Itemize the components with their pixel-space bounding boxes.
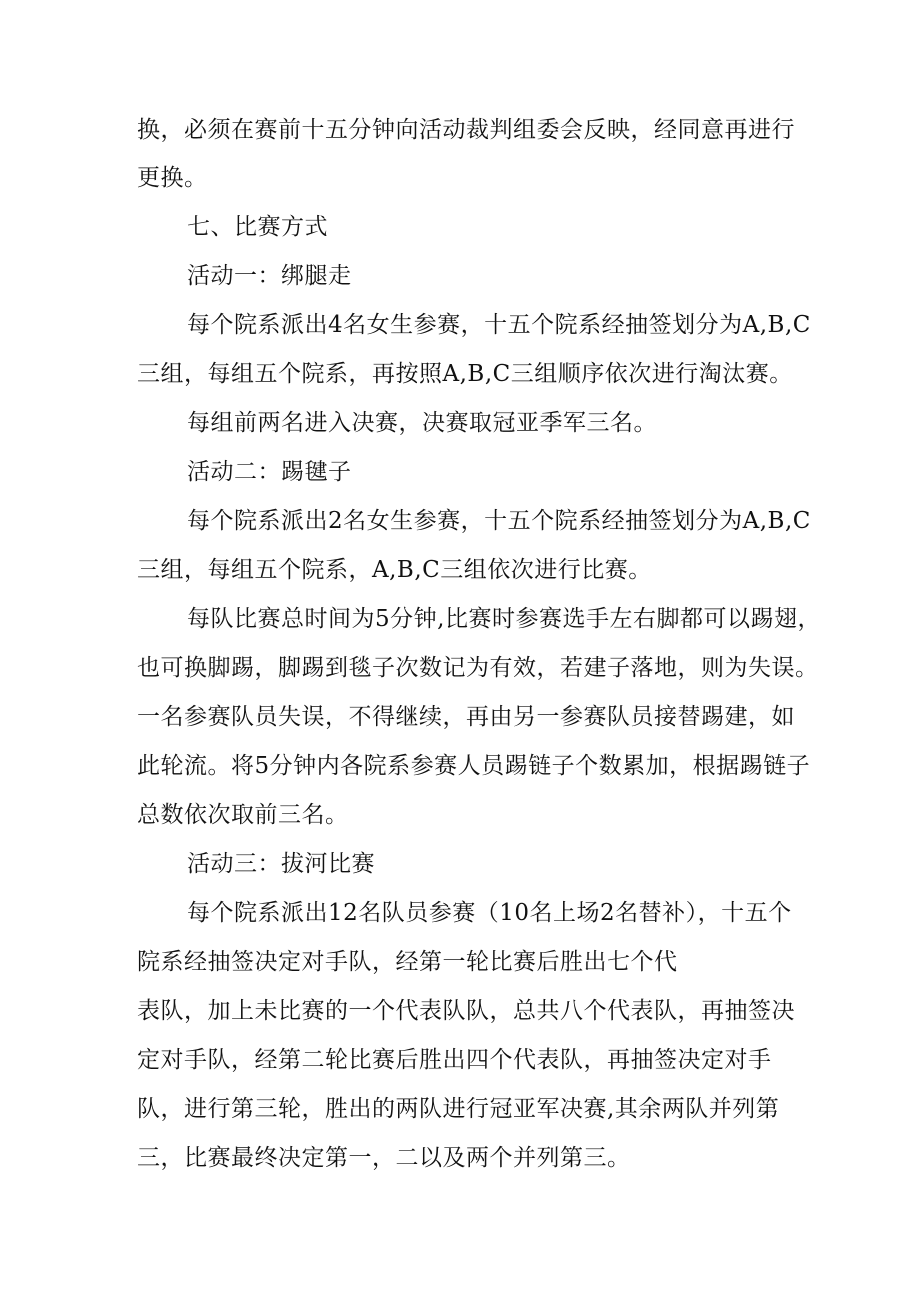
paragraph-line: 每个院系派出12名队员参赛（10名上场2名替补），十五个: [187, 900, 792, 926]
paragraph-line: 每组前两名进入决赛，决赛取冠亚季军三名。: [187, 410, 657, 436]
paragraph-line: 每个院系派出4名女生参赛，十五个院系经抽签划分为A,B,C: [187, 312, 811, 338]
paragraph-line: 总数依次取前三名。: [137, 802, 349, 828]
paragraph-line: 每队比赛总时间为5分钟,比赛时参赛选手左右脚都可以踢翅，: [187, 606, 821, 632]
paragraph-line: 每个院系派出2名女生参赛，十五个院系经抽签划分为A,B,C: [187, 508, 811, 534]
activity-heading: 活动三：拔河比赛: [187, 851, 375, 877]
paragraph-line: 三，比赛最终决定第一，二以及两个并列第三。: [137, 1145, 631, 1171]
paragraph-line: 一名参赛队员失误，不得继续，再由另一参赛队员接替踢建，如: [137, 704, 795, 730]
activity-heading: 活动一：绑腿走: [187, 263, 352, 289]
section-heading: 七、比赛方式: [187, 214, 328, 240]
paragraph-line: 更换。: [137, 165, 208, 191]
paragraph-line: 定对手队，经第二轮比赛后胜出四个代表队，再抽签决定对手: [137, 1047, 772, 1073]
paragraph-line: 表队，加上未比赛的一个代表队队，总共八个代表队，再抽签决: [137, 998, 795, 1024]
paragraph-line: 院系经抽签决定对手队，经第一轮比赛后胜出七个代: [137, 949, 678, 975]
paragraph-line: 三组，每组五个院系，再按照A,B,C三组顺序依次进行淘汰赛。: [137, 361, 793, 387]
paragraph-line: 队，进行第三轮，胜出的两队进行冠亚军决赛,其余两队并列第: [137, 1096, 780, 1122]
activity-heading: 活动二：踢毽子: [187, 459, 352, 485]
paragraph-line: 三组，每组五个院系，A,B,C三组依次进行比赛。: [137, 557, 652, 583]
paragraph-line: 此轮流。将5分钟内各院系参赛人员踢链子个数累加，根据踢链子: [137, 753, 811, 779]
paragraph-line: 换，必须在赛前十五分钟向活动裁判组委会反映，经同意再进行: [137, 117, 795, 143]
paragraph-line: 也可换脚踢，脚踢到毯子次数记为有效，若建子落地，则为失误。: [137, 655, 819, 681]
